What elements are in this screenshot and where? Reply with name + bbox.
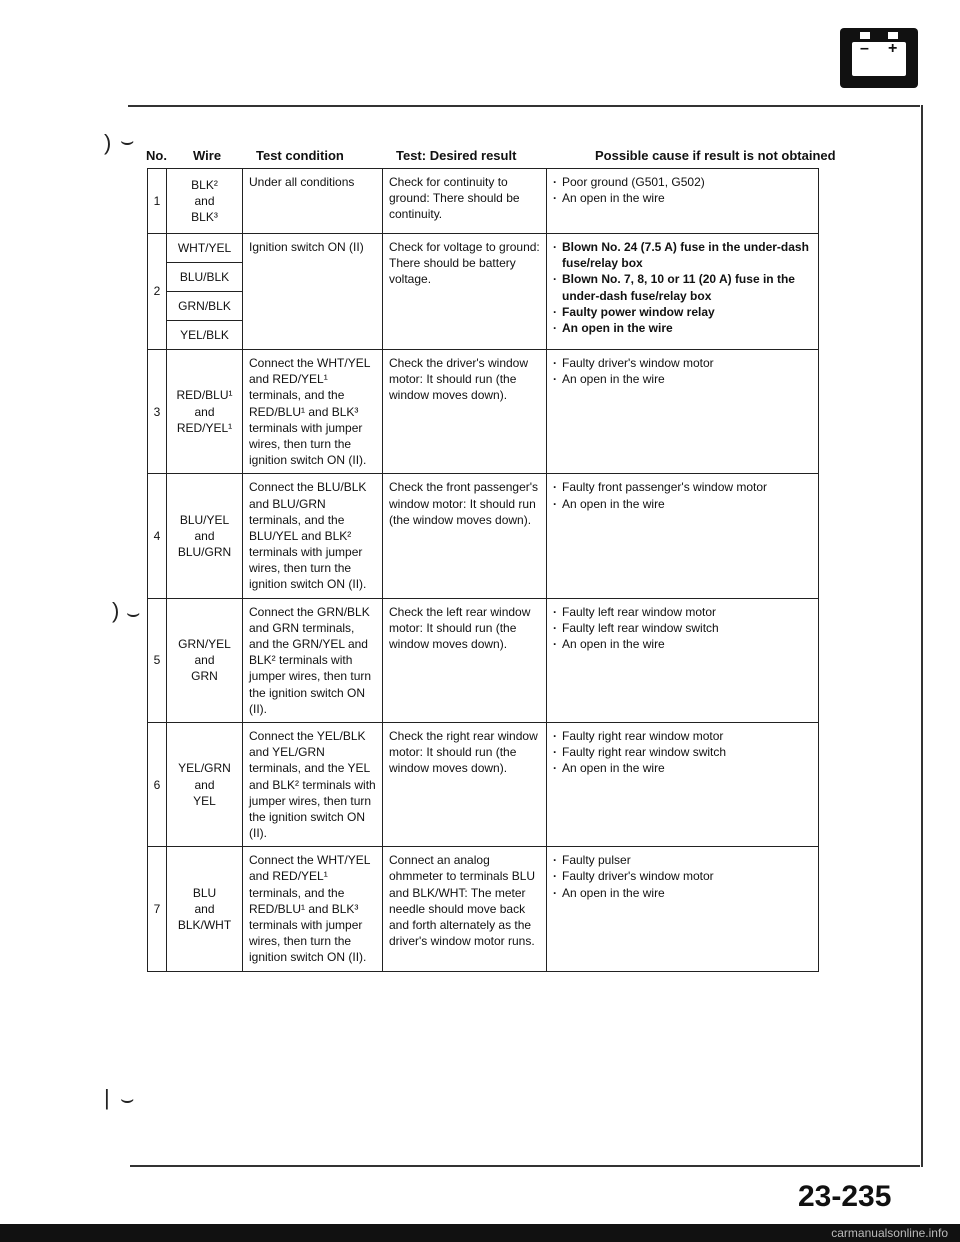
- wire-label: RED/BLU¹: [176, 388, 233, 403]
- row-number: 3: [148, 350, 167, 474]
- table-row: [148, 474, 819, 598]
- cause-item: · Faulty right rear window motor: [553, 728, 812, 744]
- cause-item: · Blown No. 24 (7.5 A) fuse in the under-dash fuse/relay box: [553, 239, 812, 271]
- bottom-band: [0, 1224, 960, 1242]
- wire-connector: and: [194, 528, 215, 543]
- wire-label: BLU: [192, 885, 217, 900]
- cause-item: · Poor ground (G501, G502): [553, 174, 812, 190]
- test-condition: Connect the YEL/BLK and YEL/GRN terminals, and the YEL and BLK² terminals with jumper wires, then turn the ignition switch ON (II).: [243, 722, 383, 846]
- binding-mark: ⌣: [126, 600, 141, 625]
- desired-result: Check the left rear window motor: It should run (the window moves down).: [383, 598, 547, 722]
- cause-item: · Faulty front passenger's window motor: [553, 479, 812, 495]
- watermark: carmanualsonline.info: [831, 1226, 948, 1240]
- cause-item: · Faulty right rear window switch: [553, 744, 812, 760]
- header-test-condition: Test condition: [256, 148, 344, 163]
- cause-item: · An open in the wire: [553, 636, 812, 652]
- binding-mark: ): [104, 130, 112, 155]
- table-row: [148, 847, 819, 971]
- row-number: 4: [148, 474, 167, 598]
- cause-item: · Faulty pulser: [553, 852, 812, 868]
- header-possible-cause: Possible cause if result is not obtained: [595, 148, 836, 163]
- cause-item: · An open in the wire: [553, 190, 812, 206]
- binding-mark: |: [104, 1085, 110, 1110]
- battery-icon: – +: [840, 28, 918, 88]
- wire-label: YEL: [193, 793, 216, 808]
- desired-result: Check the front passenger's window motor: It should run (the window moves down).: [383, 474, 547, 598]
- cause-item: · Faulty left rear window switch: [553, 620, 812, 636]
- wire-label: WHT/YEL: [167, 234, 243, 263]
- cause-item: · Blown No. 7, 8, 10 or 11 (20 A) fuse in the under-dash fuse/relay box: [553, 271, 812, 303]
- wire-label: RED/YEL¹: [176, 420, 233, 435]
- test-condition: Connect the WHT/YEL and RED/YEL¹ terminals, and the RED/BLU¹ and BLK³ terminals with jumper wires, then turn the ignition switch ON (II).: [243, 847, 383, 971]
- possible-causes: [547, 350, 819, 474]
- page-number: 23-235: [798, 1180, 892, 1213]
- wire-label: YEL/BLK: [167, 321, 243, 350]
- wire-cell: [167, 722, 243, 846]
- row-number: 7: [148, 847, 167, 971]
- wire-connector: and: [194, 777, 215, 792]
- header-wire: Wire: [193, 148, 222, 163]
- wire-connector: and: [194, 901, 215, 916]
- right-margin-line: [921, 105, 923, 1167]
- binding-mark: ⌣: [120, 128, 135, 153]
- bottom-rule: [130, 1165, 920, 1167]
- wire-label: YEL/GRN: [178, 761, 231, 776]
- wire-label: BLU/BLK: [167, 263, 243, 292]
- cause-item: · Faulty power window relay: [553, 304, 812, 320]
- cause-item: · Faulty driver's window motor: [553, 355, 812, 371]
- wire-connector: and: [194, 653, 215, 668]
- desired-result: Check the right rear window motor: It should run (the window moves down).: [383, 722, 547, 846]
- binding-mark: ⌣: [120, 1086, 135, 1111]
- test-condition: Under all conditions: [243, 169, 383, 234]
- table-row: [148, 169, 819, 234]
- binding-mark: ): [112, 598, 120, 623]
- desired-result: Check for voltage to ground: There should be battery voltage.: [383, 234, 547, 350]
- table-row: [148, 234, 819, 263]
- table-row: [148, 598, 819, 722]
- cause-item: · An open in the wire: [553, 885, 812, 901]
- cause-item: · Faulty driver's window motor: [553, 868, 812, 884]
- wire-label: BLU/YEL: [179, 512, 230, 527]
- possible-causes: [547, 169, 819, 234]
- wire-connector: and: [194, 193, 215, 208]
- cause-item: · Faulty left rear window motor: [553, 604, 812, 620]
- desired-result: Connect an analog ohmmeter to terminals BLU and BLK/WHT: The meter needle should move back and forth alternately as the driver's window motor runs.: [383, 847, 547, 971]
- row-number: 2: [148, 234, 167, 350]
- possible-causes: [547, 474, 819, 598]
- test-condition: Connect the GRN/BLK and GRN terminals, and the GRN/YEL and BLK² terminals with jumper wires, then turn the ignition switch ON (II).: [243, 598, 383, 722]
- possible-causes: [547, 598, 819, 722]
- top-rule: [128, 105, 920, 107]
- table-row: [148, 350, 819, 474]
- wire-cell: [167, 847, 243, 971]
- wire-label: BLK³: [191, 210, 218, 225]
- wire-connector: and: [194, 404, 215, 419]
- test-condition: Connect the WHT/YEL and RED/YEL¹ terminals, and the RED/BLU¹ and BLK³ terminals with jumper wires, then turn the ignition switch ON (II).: [243, 350, 383, 474]
- possible-causes: [547, 234, 819, 350]
- row-number: 6: [148, 722, 167, 846]
- wire-cell: [167, 474, 243, 598]
- row-number: 1: [148, 169, 167, 234]
- header-desired-result: Test: Desired result: [396, 148, 517, 163]
- possible-causes: [547, 722, 819, 846]
- cause-item: · An open in the wire: [553, 320, 812, 336]
- troubleshooting-table: [147, 168, 819, 972]
- wire-cell: [167, 598, 243, 722]
- possible-causes: [547, 847, 819, 971]
- wire-label: BLK/WHT: [177, 918, 232, 932]
- desired-result: Check for continuity to ground: There should be continuity.: [383, 169, 547, 234]
- wire-label: GRN: [191, 669, 218, 684]
- table-row: [148, 722, 819, 846]
- test-condition: Connect the BLU/BLK and BLU/GRN terminals, and the BLU/YEL and BLK² terminals with jumper wires, then turn the ignition switch ON (II).: [243, 474, 383, 598]
- row-number: 5: [148, 598, 167, 722]
- wire-label: BLK²: [191, 177, 218, 192]
- wire-cell: [167, 350, 243, 474]
- wire-label: GRN/YEL: [178, 637, 231, 651]
- cause-item: · An open in the wire: [553, 496, 812, 512]
- header-no: No.: [146, 148, 167, 163]
- wire-label: GRN/BLK: [167, 292, 243, 321]
- cause-item: · An open in the wire: [553, 371, 812, 387]
- desired-result: Check the driver's window motor: It should run (the window moves down).: [383, 350, 547, 474]
- test-condition: Ignition switch ON (II): [243, 234, 383, 350]
- wire-label: BLU/GRN: [177, 545, 232, 560]
- cause-item: · An open in the wire: [553, 760, 812, 776]
- wire-cell: [167, 169, 243, 234]
